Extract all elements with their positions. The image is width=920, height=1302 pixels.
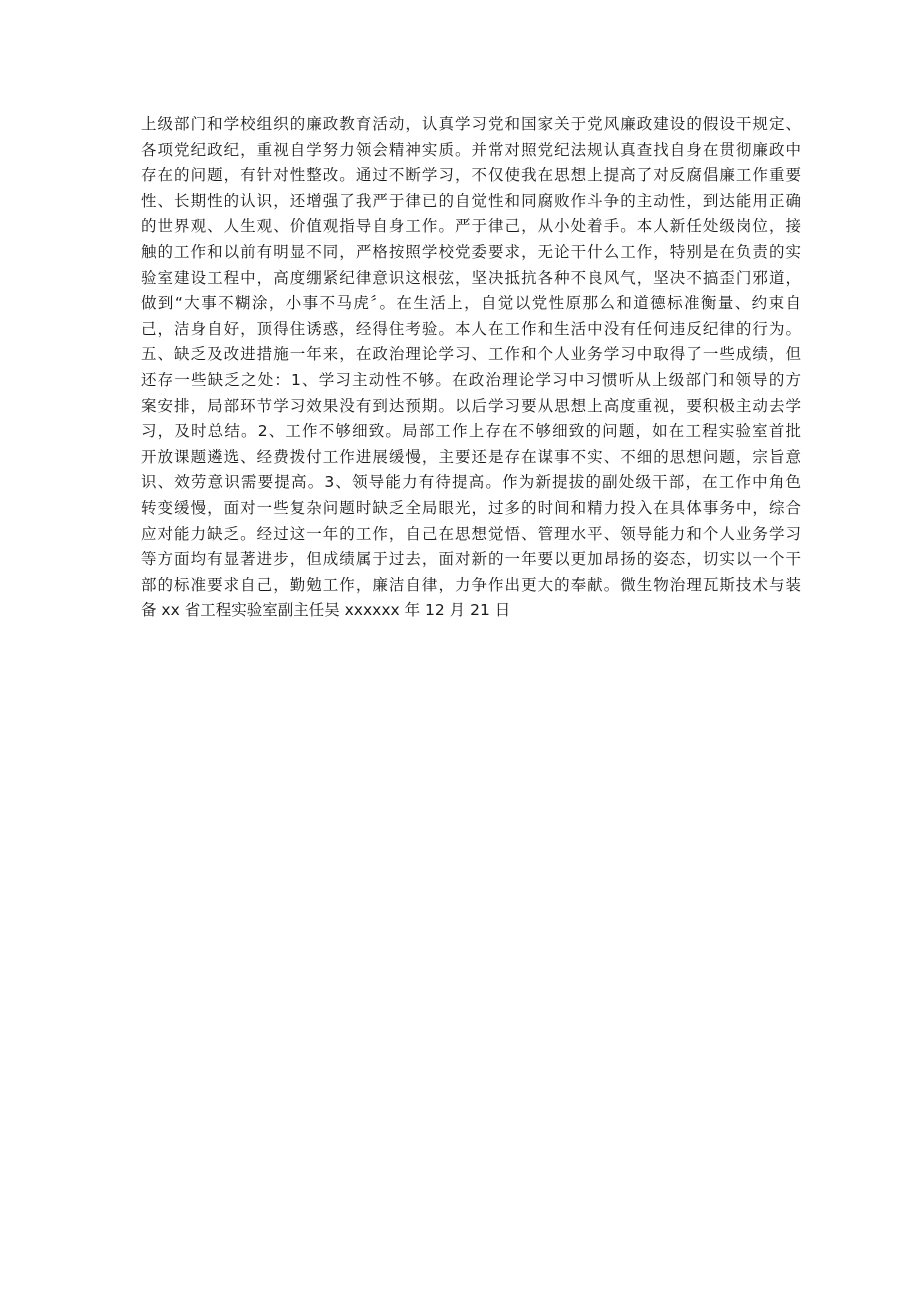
text-line: 上级部门和学校组织的廉政教育活动，认真学习党和国家关于党风廉政建设的假设干规定、 (141, 115, 801, 133)
text-line: 案安排，局部环节学习效果没有到达预期。以后学习要从思想上高度重视，要积极主动去学 (141, 396, 801, 415)
text-line: 验室建设工程中，高度绷紧纪律意识这根弦，坚决抵抗各种不良风气，坚决不搞歪门邪道， (141, 268, 801, 287)
body-text (141, 112, 801, 624)
text-line: 触的工作和以前有明显不同，严格按照学校党委要求，无论干什么工作，特别是在负责的实 (141, 242, 801, 261)
text-line: 部的标准要求自己，勤勉工作，廉洁自律，力争作出更大的奉献。微生物治理瓦斯技术与装 (141, 575, 801, 594)
text-line: 做到“大事不糊涂，小事不马虎〞。在生活上，自觉以党性原那么和道德标准衡量、约束自 (141, 294, 801, 313)
text-line: 识、效劳意识需要提高。3、领导能力有待提高。作为新提拔的副处级干部，在工作中角色 (141, 473, 801, 492)
text-line: 五、缺乏及改进措施一年来，在政治理论学习、工作和个人业务学习中取得了一些成绩，但 (141, 345, 801, 364)
text-line: 还存一些缺乏之处：1、学习主动性不够。在政治理论学习中习惯听从上级部门和领导的方 (141, 370, 801, 389)
text-line: 习，及时总结。2、工作不够细致。局部工作上存在不够细致的问题，如在工程实验室首批 (141, 422, 801, 441)
text-line: 开放课题遴选、经费拨付工作进展缓慢，主要还是存在谋事不实、不细的思想问题，宗旨意 (141, 447, 801, 466)
text-line: 等方面均有显著进步，但成绩属于过去，面对新的一年要以更加昂扬的姿态，切实以一个干 (141, 550, 801, 569)
text-line: 性、长期性的认识，还增强了我严于律已的自觉性和同腐败作斗争的主动性，到达能用正确 (141, 191, 801, 210)
text-line: 存在的问题，有针对性整改。通过不断学习，不仅使我在思想上提高了对反腐倡廉工作重要 (141, 166, 801, 185)
text-line: 各项党纪政纪，重视自学努力领会精神实质。并常对照党纪法规认真查找自身在贯彻廉政中 (141, 140, 801, 159)
text-line: 应对能力缺乏。经过这一年的工作，自己在思想觉悟、管理水平、领导能力和个人业务学习 (141, 524, 801, 543)
text-line: 己，洁身自好，顶得住诱惑，经得住考验。本人在工作和生活中没有任何违反纪律的行为。 (141, 319, 801, 338)
text-line: 的世界观、人生观、价值观指导自身工作。严于律己，从小处着手。本人新任处级岗位，接 (141, 217, 801, 236)
signature-line: 备 xx 省工程实验室副主任吴 xxxxxx 年 12 月 21 日 (141, 601, 511, 620)
text-line: 转变缓慢，面对一些复杂问题时缺乏全局眼光，过多的时间和精力投入在具体事务中，综合 (141, 498, 801, 517)
